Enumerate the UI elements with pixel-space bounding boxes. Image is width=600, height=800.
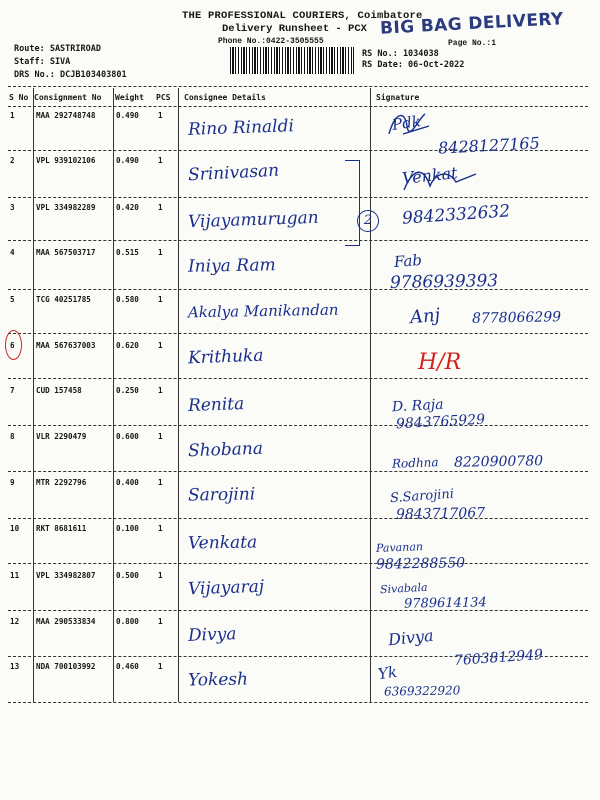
row-9-consignee: Sarojini xyxy=(187,484,256,506)
header-divider-bottom xyxy=(8,106,588,107)
row-4-consignment: MAA 567503717 xyxy=(36,248,96,257)
row-5-signature: Anj xyxy=(409,304,442,329)
row-2-consignment: VPL 939102106 xyxy=(36,156,96,165)
row-9-weight: 0.400 xyxy=(116,478,139,487)
row-divider xyxy=(8,289,588,290)
row-6-pcs: 1 xyxy=(158,341,163,350)
row-10-consignee: Venkata xyxy=(187,532,258,554)
row-11-sno: 11 xyxy=(10,571,20,580)
row-3-consignee: Vijayamurugan xyxy=(187,207,319,233)
row-10-consignment: RKT 8681611 xyxy=(36,524,87,533)
row-1-consignee: Rino Rinaldi xyxy=(187,116,295,140)
rs-date: RS Date: 06-Oct-2022 xyxy=(362,60,465,70)
row-7-sno: 7 xyxy=(10,386,15,395)
row-divider xyxy=(8,471,588,472)
row-divider xyxy=(8,378,588,379)
row-8-weight: 0.600 xyxy=(116,432,139,441)
row-11-signature: Sivabala xyxy=(379,580,428,597)
row-1-sno: 1 xyxy=(10,111,15,120)
row-divider xyxy=(8,197,588,198)
row-1-phone: 8428127165 xyxy=(437,133,541,158)
row-4-pcs: 1 xyxy=(158,248,163,257)
row-12-pcs: 1 xyxy=(158,617,163,626)
circled-count: 2 xyxy=(357,210,379,232)
row-13-weight: 0.460 xyxy=(116,662,139,671)
row-4-consignee: Iniya Ram xyxy=(187,255,276,277)
row-5-sno: 5 xyxy=(10,295,15,304)
col-signature: Signature xyxy=(376,93,420,102)
row-1-pcs: 1 xyxy=(158,111,163,120)
row-divider xyxy=(8,425,588,426)
col-consignment: Consignment No xyxy=(34,93,102,102)
row-7-phone: 9843765929 xyxy=(395,411,486,433)
row-8-consignment: VLR 2290479 xyxy=(36,432,87,441)
row-1-weight: 0.490 xyxy=(116,111,139,120)
row-12-phone: 7603812949 xyxy=(453,646,544,670)
row-8-signature: Rodhna xyxy=(391,455,439,471)
row-7-weight: 0.250 xyxy=(116,386,139,395)
row-2-signature: Venkat xyxy=(401,163,459,188)
row-10-pcs: 1 xyxy=(158,524,163,533)
row-12-weight: 0.800 xyxy=(116,617,139,626)
row-2-weight: 0.490 xyxy=(116,156,139,165)
row-9-signature: S.Sarojini xyxy=(389,486,455,507)
row-2-pcs: 1 xyxy=(158,156,163,165)
signature-scribble xyxy=(385,108,437,140)
big-bag-delivery-stamp: BIG BAG DELIVERY xyxy=(379,9,565,39)
row-4-signature: Fab xyxy=(393,251,423,271)
row-7-consignment: CUD 157458 xyxy=(36,386,82,395)
row-13-signature: Yk xyxy=(376,662,399,684)
row-10-phone: 9842288550 xyxy=(375,555,466,573)
col-pcs: PCS xyxy=(156,93,171,102)
row-11-weight: 0.500 xyxy=(116,571,139,580)
page-number: Page No.:1 xyxy=(448,39,497,48)
row-3-pcs: 1 xyxy=(158,203,163,212)
row-11-consignee: Vijayaraj xyxy=(187,576,265,600)
row-1-signature: Pdk xyxy=(390,112,422,134)
row-divider xyxy=(8,240,588,241)
row-13-pcs: 1 xyxy=(158,662,163,671)
row-8-sno: 8 xyxy=(10,432,15,441)
row-11-pcs: 1 xyxy=(158,571,163,580)
row-12-sno: 12 xyxy=(10,617,20,626)
row-divider xyxy=(8,702,588,703)
row-2-consignee: Srinivasan xyxy=(187,160,280,186)
row-3-phone: 9842332632 xyxy=(401,201,511,229)
staff-label: Staff: SIVA xyxy=(14,57,71,67)
row-4-sno: 4 xyxy=(10,248,15,257)
row-13-phone: 6369322920 xyxy=(383,683,461,699)
row-divider xyxy=(8,518,588,519)
row-5-phone: 8778066299 xyxy=(471,309,562,327)
row-9-pcs: 1 xyxy=(158,478,163,487)
runsheet-title: Delivery Runsheet - PCX xyxy=(222,23,367,35)
row-13-consignment: NDA 700103992 xyxy=(36,662,96,671)
row-9-phone: 9843717067 xyxy=(395,505,486,523)
row-9-consignment: MTR 2292796 xyxy=(36,478,87,487)
row-8-pcs: 1 xyxy=(158,432,163,441)
row-10-weight: 0.100 xyxy=(116,524,139,533)
col-sno: S No xyxy=(9,93,29,102)
row-12-signature: Divya xyxy=(387,625,435,650)
row-5-pcs: 1 xyxy=(158,295,163,304)
row-2-sno: 2 xyxy=(10,156,15,165)
row-13-sno: 13 xyxy=(10,662,20,671)
row-7-pcs: 1 xyxy=(158,386,163,395)
row-4-phone: 9786939393 xyxy=(389,271,499,293)
row-divider xyxy=(8,333,588,334)
barcode-icon xyxy=(230,47,354,74)
row-3-weight: 0.420 xyxy=(116,203,139,212)
header-divider-top xyxy=(8,86,588,87)
company-title: THE PROFESSIONAL COURIERS, Coimbatore xyxy=(182,10,423,22)
row-1-consignment: MAA 292748748 xyxy=(36,111,96,120)
col-consignee: Consignee Details xyxy=(184,93,266,102)
row-3-consignment: VPL 334982289 xyxy=(36,203,96,212)
route-label: Route: SASTRIROAD xyxy=(14,44,101,54)
row-5-weight: 0.580 xyxy=(116,295,139,304)
signature-scribble xyxy=(400,160,480,200)
row-8-consignee: Shobana xyxy=(187,438,264,462)
row-6-weight: 0.620 xyxy=(116,341,139,350)
row-6-consignment: MAA 567637003 xyxy=(36,341,96,350)
drs-number: DRS No.: DCJB103403801 xyxy=(14,70,127,80)
row-10-sno: 10 xyxy=(10,524,20,533)
row-3-sno: 3 xyxy=(10,203,15,212)
row-5-consignee: Akalya Manikandan xyxy=(187,300,339,322)
group-bracket xyxy=(345,160,360,246)
phone-number: Phone No.:0422-3505555 xyxy=(218,37,324,46)
row-10-signature: Pavanan xyxy=(375,540,424,555)
row-6-consignee: Krithuka xyxy=(187,345,264,369)
row-12-consignee: Divya xyxy=(187,624,237,646)
row-6-sno: 6 xyxy=(10,341,15,350)
row-13-consignee: Yokesh xyxy=(187,669,249,691)
row-11-phone: 9789614134 xyxy=(403,595,487,612)
row-9-sno: 9 xyxy=(10,478,15,487)
col-weight: Weight xyxy=(115,93,144,102)
row-4-weight: 0.515 xyxy=(116,248,139,257)
row-7-signature: D. Raja xyxy=(391,396,444,416)
rs-number: RS No.: 1034038 xyxy=(362,49,439,59)
row-8-phone: 8220900780 xyxy=(453,453,544,471)
row-divider xyxy=(8,563,588,564)
highlight-circle xyxy=(5,330,22,360)
row-12-consignment: MAA 290533834 xyxy=(36,617,96,626)
row-divider xyxy=(8,610,588,611)
row-11-consignment: VPL 334982807 xyxy=(36,571,96,580)
row-5-consignment: TCG 40251785 xyxy=(36,295,91,304)
row-7-consignee: Renita xyxy=(187,394,245,416)
row-6-signature: H/R xyxy=(418,350,462,375)
